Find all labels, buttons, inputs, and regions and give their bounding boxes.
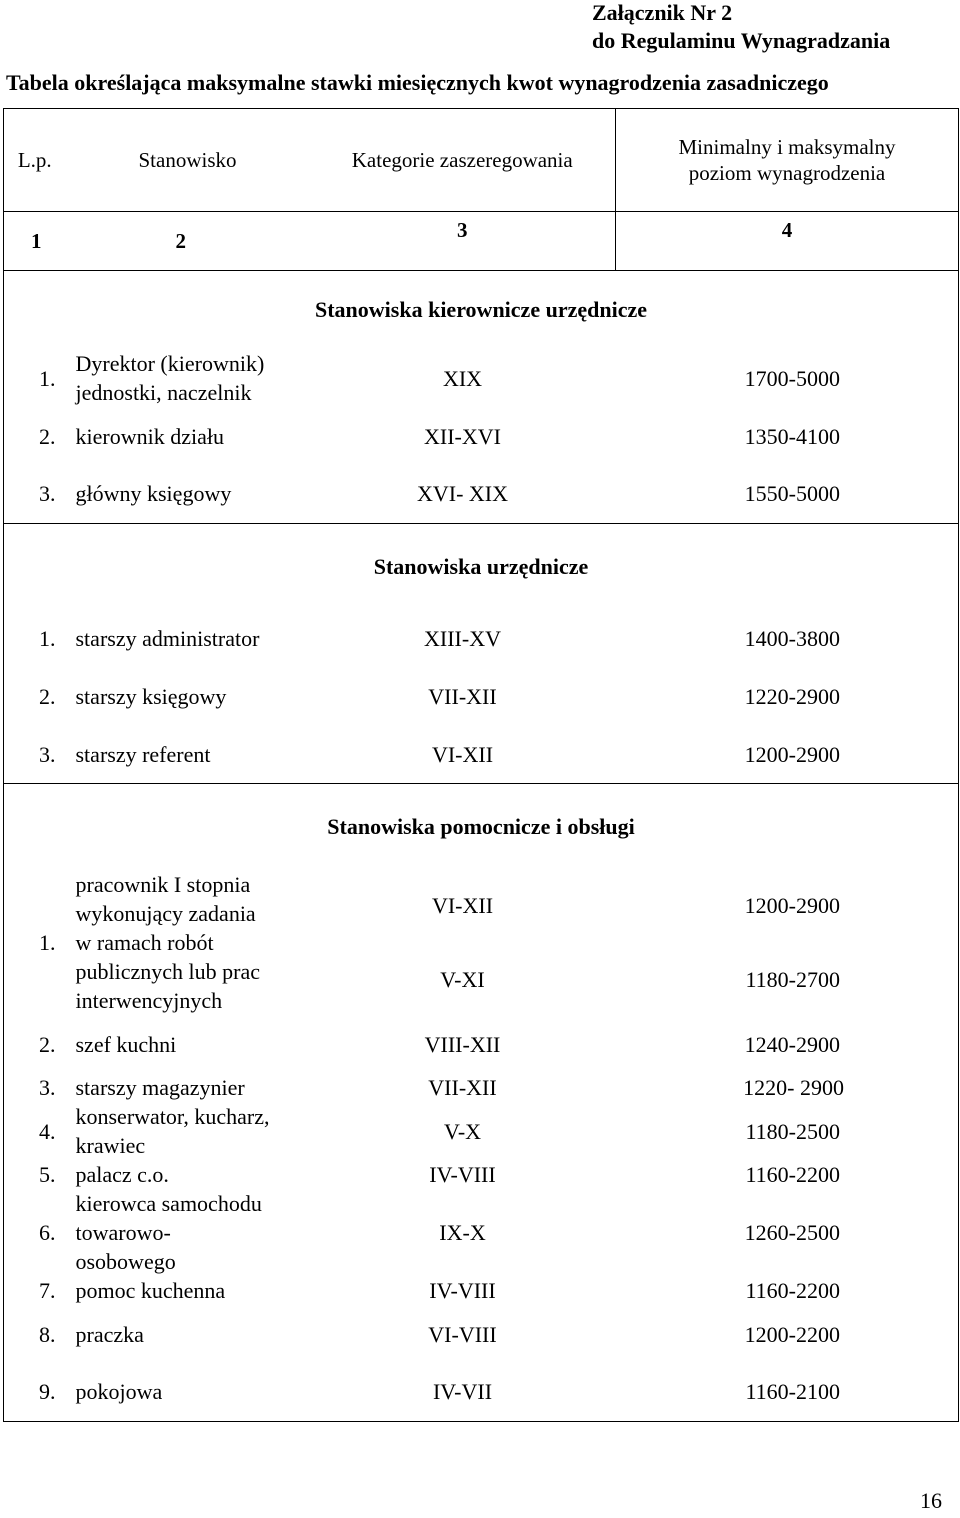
table-row xyxy=(4,1363,959,1421)
table-row xyxy=(4,1073,959,1102)
section-header xyxy=(4,523,959,610)
row-kategoria-value: VI-XII xyxy=(431,893,494,918)
table-row xyxy=(4,668,959,726)
row-kategoria: IV-VIII xyxy=(429,1278,496,1303)
row-lp: 9. xyxy=(4,1363,66,1421)
row-lp: 2. xyxy=(4,407,66,465)
annex-title: Załącznik Nr 2 xyxy=(592,0,733,25)
table-row xyxy=(4,349,959,407)
table-title: Tabela określająca maksymalne stawki miesięcznych kwot wynagrodzenia zasadniczego xyxy=(6,70,829,95)
row-lp: 6. xyxy=(4,1189,66,1276)
col-number: 1 xyxy=(4,212,66,271)
col-header-wynagrodzenie-line1: Minimalny i maksymalny xyxy=(678,135,896,159)
table-row xyxy=(4,1160,959,1189)
row-wynagrodzenie: 1160-2100 xyxy=(616,1363,959,1421)
row-wynagrodzenie-value: 1200-2900 xyxy=(744,893,840,918)
row-name: główny księgowy xyxy=(66,465,310,523)
row-lp: 4. xyxy=(4,1102,66,1160)
row-lp: 7. xyxy=(4,1276,66,1305)
table-row xyxy=(4,1276,959,1305)
row-name: starszy księgowy xyxy=(75,684,227,709)
row-name-line: pracownik I stopnia xyxy=(75,872,251,897)
row-wynagrodzenie: 1160-2200 xyxy=(616,1276,959,1305)
col-header-wynagrodzenie xyxy=(616,109,959,212)
row-kategoria: IV-VII xyxy=(310,1363,616,1421)
row-wynagrodzenie: 1220-2900 xyxy=(616,668,959,726)
section-title: Stanowiska kierownicze urzędnicze xyxy=(4,271,959,350)
row-name xyxy=(66,349,310,407)
row-wynagrodzenie xyxy=(616,870,959,1015)
row-lp: 1. xyxy=(4,610,66,668)
row-wynagrodzenie: 1220- 2900 xyxy=(616,1073,959,1102)
row-wynagrodzenie: 1200-2900 xyxy=(616,726,959,784)
row-lp: 3. xyxy=(4,1073,66,1102)
row-name-line: towarowo- xyxy=(75,1220,171,1245)
row-kategoria-value: V-XI xyxy=(440,967,485,992)
row-kategoria: VII-XII xyxy=(428,1075,497,1100)
row-name-line: osobowego xyxy=(75,1249,176,1274)
row-name-line: publicznych lub prac xyxy=(75,959,260,984)
col-header-stanowisko: Stanowisko xyxy=(66,109,310,212)
row-name-line: kierowca samochodu xyxy=(75,1191,262,1216)
row-lp: 5. xyxy=(4,1160,66,1189)
row-wynagrodzenie: 1350-4100 xyxy=(616,407,959,465)
table-row xyxy=(4,1189,959,1276)
table-row xyxy=(4,1305,959,1363)
row-wynagrodzenie: 1180-2500 xyxy=(616,1102,959,1160)
table-row xyxy=(4,1102,959,1160)
col-number: 3 xyxy=(310,212,616,271)
section-header xyxy=(4,271,959,350)
section-title: Stanowiska pomocnicze i obsługi xyxy=(4,784,959,871)
row-kategoria: XIII-XV xyxy=(424,626,501,651)
salary-table xyxy=(3,108,959,1422)
col-header-lp: L.p. xyxy=(4,109,66,212)
row-name-line: konserwator, kucharz, xyxy=(75,1104,270,1129)
row-wynagrodzenie: 1550-5000 xyxy=(616,465,959,523)
annex-subtitle: do Regulaminu Wynagradzania xyxy=(592,28,891,53)
row-lp: 1. xyxy=(4,870,66,1015)
row-name-line: Dyrektor (kierownik) xyxy=(75,351,265,376)
row-lp: 2. xyxy=(4,668,66,726)
section-title: Stanowiska urzędnicze xyxy=(4,523,959,610)
col-header-wynagrodzenie-line2: poziom wynagrodzenia xyxy=(688,161,886,185)
table-row xyxy=(4,610,959,668)
row-wynagrodzenie: 1700-5000 xyxy=(616,349,959,407)
row-lp: 2. xyxy=(4,1015,66,1073)
row-name-line: w ramach robót xyxy=(75,930,214,955)
row-name: palacz c.o. xyxy=(75,1162,169,1187)
row-kategoria: XII-XVI xyxy=(424,423,501,449)
row-name: pokojowa xyxy=(66,1363,310,1421)
row-name-line: krawiec xyxy=(75,1133,146,1158)
row-wynagrodzenie-value: 1180-2700 xyxy=(745,967,840,992)
row-kategoria: VI-VIII xyxy=(428,1321,497,1347)
row-name-line: jednostki, naczelnik xyxy=(75,380,252,405)
row-kategoria: XIX xyxy=(442,365,483,391)
table-row xyxy=(4,1015,959,1073)
row-name xyxy=(66,1102,310,1160)
row-lp: 8. xyxy=(4,1305,66,1363)
row-wynagrodzenie: 1160-2200 xyxy=(616,1160,959,1189)
row-name: starszy administrator xyxy=(75,626,260,651)
row-name xyxy=(66,870,310,1015)
row-kategoria: IV-VIII xyxy=(429,1162,496,1187)
row-name: pomoc kuchenna xyxy=(75,1278,226,1303)
table-row xyxy=(4,465,959,523)
table-row xyxy=(4,870,959,1015)
column-numbers-row xyxy=(4,212,959,271)
table-row xyxy=(4,726,959,784)
table-row xyxy=(4,407,959,465)
row-kategoria: VII-XII xyxy=(428,684,497,709)
col-header-kategorie: Kategorie zaszeregowania xyxy=(310,109,616,212)
row-name xyxy=(66,1189,310,1276)
row-name: praczka xyxy=(75,1321,144,1347)
page-number: 16 xyxy=(920,1488,942,1513)
row-name: starszy referent xyxy=(66,726,310,784)
row-kategoria xyxy=(310,870,616,1015)
row-lp: 3. xyxy=(4,465,66,523)
row-wynagrodzenie: 1240-2900 xyxy=(616,1015,959,1073)
row-lp: 3. xyxy=(4,726,66,784)
row-name-line: wykonujący zadania xyxy=(75,901,256,926)
row-name-line: interwencyjnych xyxy=(75,988,223,1013)
row-name: kierownik działu xyxy=(75,423,224,449)
col-number: 2 xyxy=(66,212,310,271)
row-kategoria: IX-X xyxy=(439,1220,486,1245)
row-lp: 1. xyxy=(4,349,66,407)
row-name: szef kuchni xyxy=(75,1031,177,1057)
row-wynagrodzenie: 1400-3800 xyxy=(616,610,959,668)
row-kategoria: XVI- XIX xyxy=(310,465,616,523)
col-number: 4 xyxy=(616,212,959,271)
table-header-row xyxy=(4,109,959,212)
row-kategoria: VIII-XII xyxy=(424,1031,501,1057)
section-header xyxy=(4,784,959,871)
row-kategoria: V-X xyxy=(443,1118,482,1144)
row-wynagrodzenie: 1200-2200 xyxy=(616,1305,959,1363)
row-wynagrodzenie: 1260-2500 xyxy=(616,1189,959,1276)
row-name: starszy magazynier xyxy=(75,1075,245,1100)
row-kategoria: VI-XII xyxy=(310,726,616,784)
